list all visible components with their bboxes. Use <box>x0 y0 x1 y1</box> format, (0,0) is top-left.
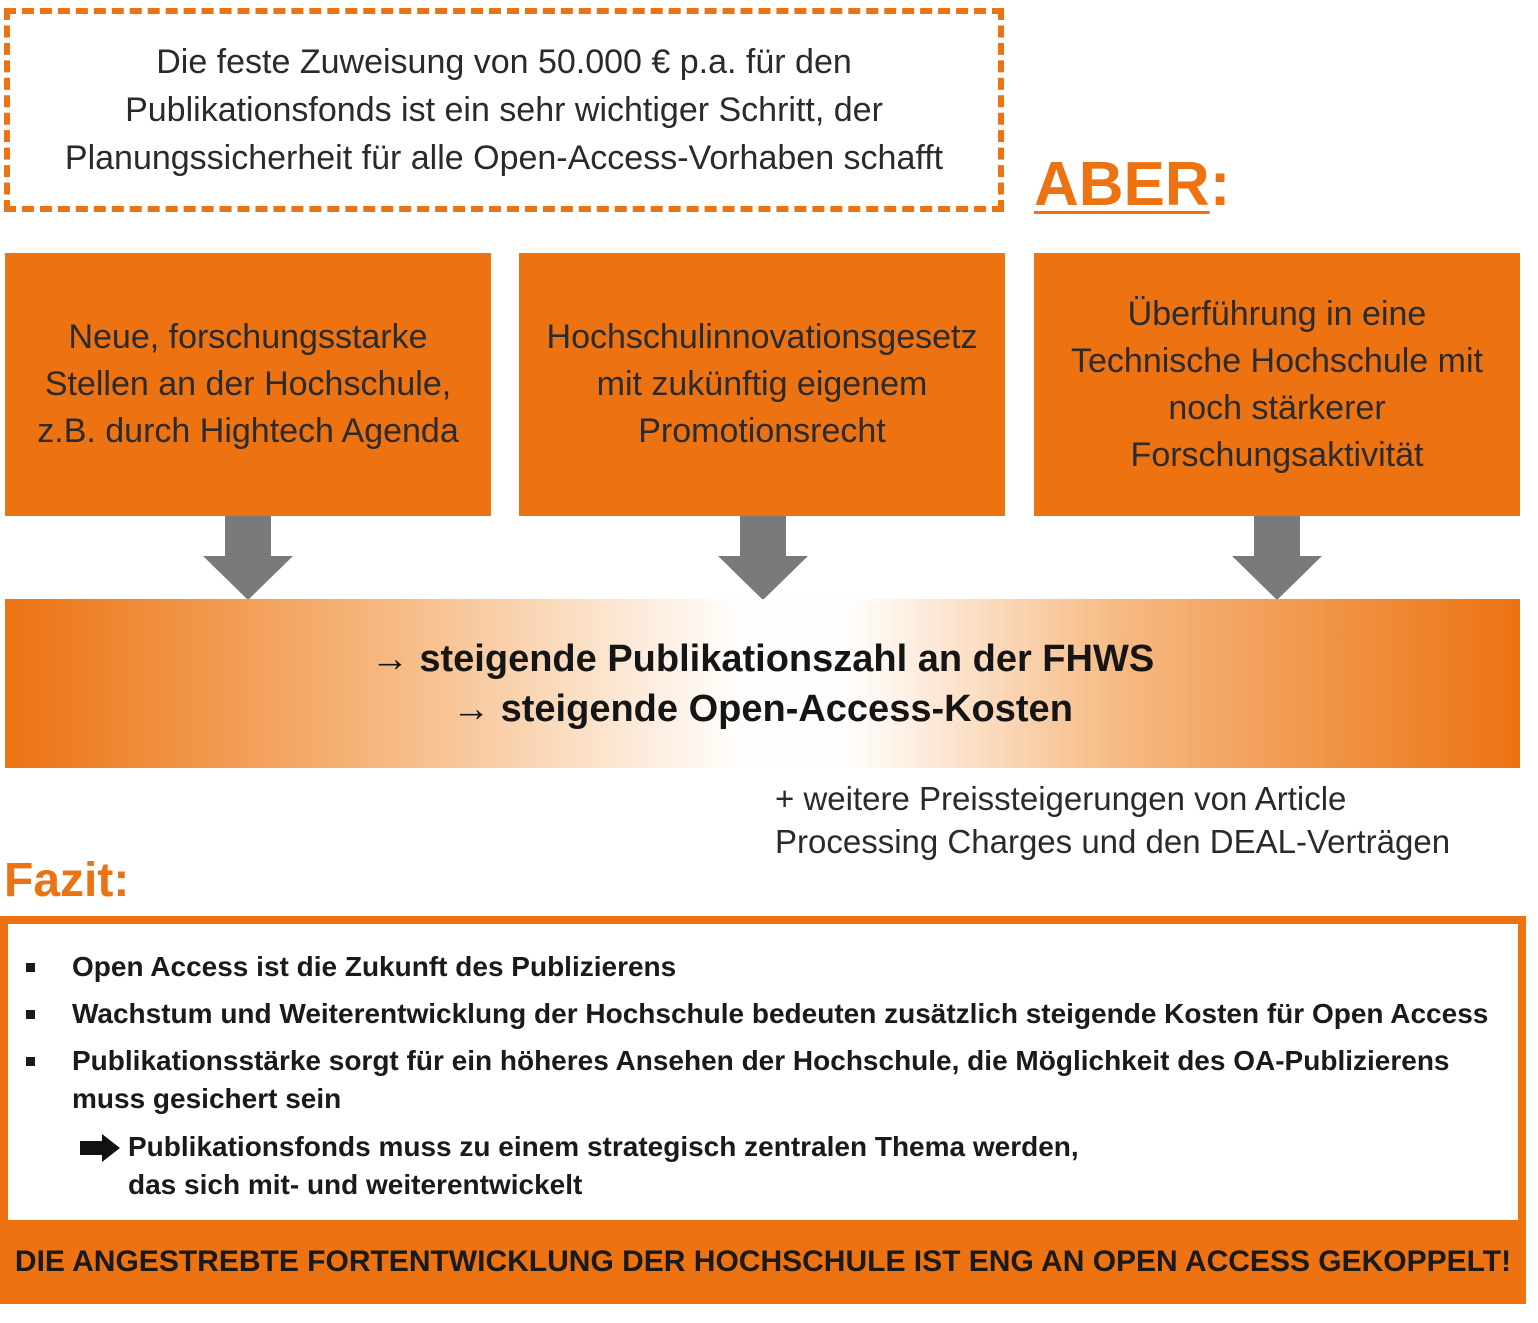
consequence-line: → steigende Open-Access-Kosten <box>452 687 1073 730</box>
factor-box-innovation-law <box>519 253 1005 516</box>
aber-word: ABER <box>1034 150 1210 219</box>
factor-line: Neue, forschungsstarke <box>68 318 428 356</box>
arrow-right-icon <box>80 1134 120 1162</box>
consequence-line: → steigende Publikationszahl an der FHWS <box>370 637 1155 680</box>
fazit-title: Fazit: <box>4 854 130 907</box>
aber-heading <box>1034 150 1230 220</box>
arrow-down-icon <box>1232 516 1322 600</box>
factor-line: Technische Hochschule mit <box>1071 341 1483 380</box>
fazit-inner-panel <box>8 924 1518 1220</box>
intro-line: Publikationsfonds ist ein sehr wichtiger Schritt, der <box>125 91 883 129</box>
factor-box-technical-university <box>1034 253 1520 516</box>
arrow-down-icon <box>203 516 293 600</box>
aber-colon: : <box>1209 150 1231 219</box>
extra-note <box>775 777 1515 863</box>
bullet-text: Open Access ist die Zukunft des Publizierens <box>72 951 677 982</box>
factor-line: Forschungsaktivität <box>1130 435 1424 474</box>
bullet-text: Wachstum und Weiterentwicklung der Hochschule bedeuten zusätzlich steigende Kosten für Open Access <box>72 998 1489 1029</box>
conclusion-line: Publikationsfonds muss zu einem strategisch zentralen Thema werden, <box>128 1131 1079 1162</box>
extra-note-line: Processing Charges und den DEAL-Verträgen <box>775 823 1451 860</box>
bullet-text: Publikationsstärke sorgt für ein höheres Ansehen der Hochschule, die Möglichkeit des OA-Publizierens muss gesichert sein <box>72 1045 1450 1114</box>
conclusion-text <box>128 1128 1128 1204</box>
factor-line: Stellen an der Hochschule, <box>44 365 452 403</box>
arrow-down-icon <box>718 516 808 600</box>
square-bullet-icon <box>26 1057 35 1066</box>
intro-box <box>4 8 1004 212</box>
factor-line: noch stärkerer <box>1168 388 1386 427</box>
consequence-bar <box>5 599 1520 768</box>
factor-line: Promotionsrecht <box>638 412 886 450</box>
square-bullet-icon <box>26 1010 35 1019</box>
intro-line: Die feste Zuweisung von 50.000 € p.a. für den <box>156 43 852 81</box>
intro-text <box>14 38 994 182</box>
extra-note-line: + weitere Preissteigerungen von Article <box>775 780 1347 817</box>
square-bullet-icon <box>26 963 35 972</box>
factor-line: Hochschulinnovationsgesetz <box>546 318 978 356</box>
fazit-box <box>0 916 1526 1304</box>
factor-box-research-positions <box>5 253 491 516</box>
factor-line: mit zukünftig eigenem <box>596 365 928 403</box>
factor-line: z.B. durch Hightech Agenda <box>37 412 459 450</box>
intro-line: Planungssicherheit für alle Open-Access-Vorhaben schafft <box>64 139 944 177</box>
factor-line: Überführung in eine <box>1127 294 1427 333</box>
footer-statement: DIE ANGESTREBTE FORTENTWICKLUNG DER HOCHSCHULE IST ENG AN OPEN ACCESS GEKOPPELT! <box>14 1245 1512 1278</box>
conclusion-line: das sich mit- und weiterentwickelt <box>128 1169 583 1200</box>
